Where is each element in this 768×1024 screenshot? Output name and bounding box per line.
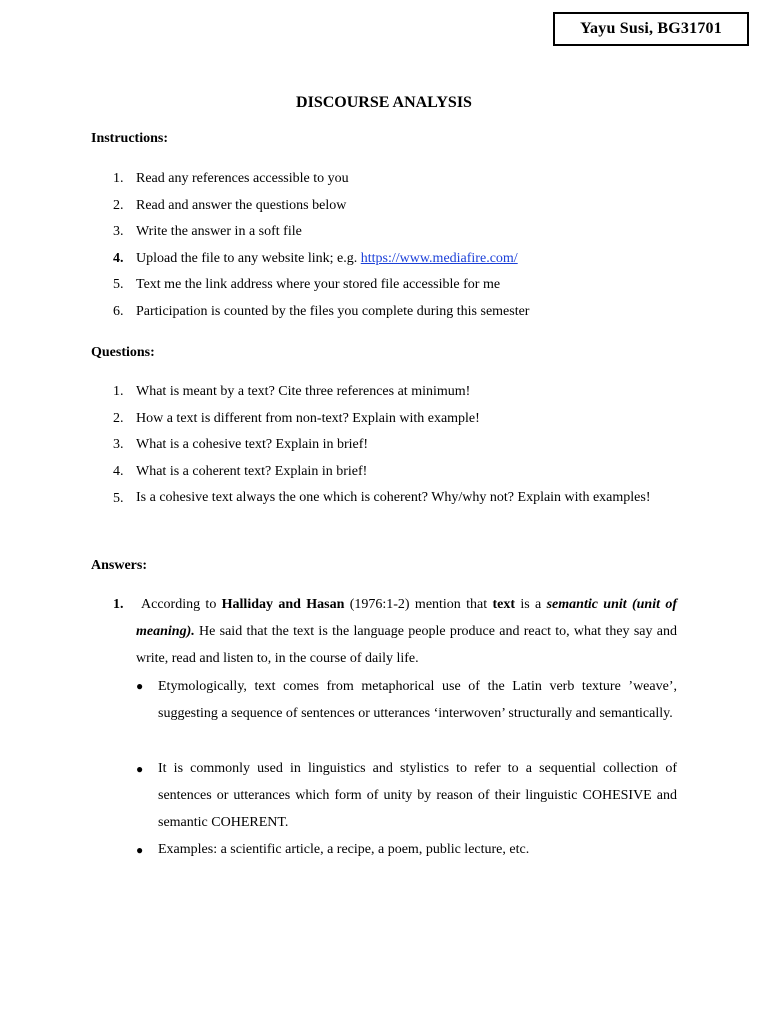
answer-bullet-3: Examples: a scientific article, a recipe, a poem, public lecture, etc. [158,842,530,857]
item-number: 3. [113,224,124,240]
questions-heading: Questions: [91,345,155,360]
instructions-heading: Instructions: [91,131,169,146]
item-number: 1. [113,171,124,186]
item-number: 5. [113,277,124,293]
item-number: 4. [113,250,124,266]
item-text-with-link [136,251,518,267]
answer-definition: semantic unit (unit of meaning). [136,597,677,639]
answer-bullet-2: It is commonly used in linguistics and stylistics to refer to a sequential collection of sentences or utterances which form of unity by reason of their linguistic COHESIVE and semantic COHERENT. [158,761,677,830]
answer-bullet-1: Etymologically, text comes from metaphorical use of the Latin verb texture ’weave’, suggesting a sequence of sentences or utterances ‘interwoven’ structurally and semantically. [158,679,677,721]
answer-term: text [492,597,516,612]
item-text: What is meant by a text? Cite three references at minimum! [136,384,471,399]
item-number: 3. [113,437,124,453]
author-id-box [553,12,749,46]
item-text: How a text is different from non-text? Explain with example! [136,410,480,426]
item-number: 6. [113,303,124,319]
author-name-id: Yayu Susi, BG31701 [580,20,722,37]
item-text: Upload the file to any website link; e.g. [136,250,361,266]
item-number: 1. [113,384,124,399]
item-text: What is a coherent text? Explain in brief! [136,463,368,479]
document-title: DISCOURSE ANALYSIS [296,94,472,111]
answer-text: He said that the text is the language people produce and react to, what they say and write, read and listen to, in the course of daily life. [136,624,677,666]
item-number: 2. [113,410,124,426]
answer-text: (1976:1-2) mention that [344,597,493,612]
question-5-text: Is a cohesive text always the one which is coherent? Why/why not? Explain with examples! [136,490,651,505]
bullet-icon: ● [136,762,144,776]
answer-1-number: 1. [113,597,124,612]
item-text: Read any references accessible to you [136,171,349,186]
answer-1-paragraph [136,591,677,672]
mediafire-link[interactable]: https://www.mediafire.com/ [360,250,518,266]
item-text: Text me the link address where your stored file accessible for me [136,277,501,293]
item-number: 4. [113,463,124,479]
answer-text: According to [141,597,222,612]
bullet-icon: ● [136,843,144,857]
item-text: What is a cohesive text? Explain in brief! [136,437,369,453]
item-text: Write the answer in a soft file [136,224,302,240]
question-5-number: 5. [113,491,124,506]
answer-authors: Halliday and Hasan [221,597,345,612]
answers-heading: Answers: [91,558,147,573]
bullet-icon: ● [136,679,144,693]
answer-text: is a [515,597,547,612]
item-text: Participation is counted by the files you complete during this semester [136,303,530,319]
item-number: 2. [113,197,124,213]
item-text: Read and answer the questions below [136,197,347,213]
